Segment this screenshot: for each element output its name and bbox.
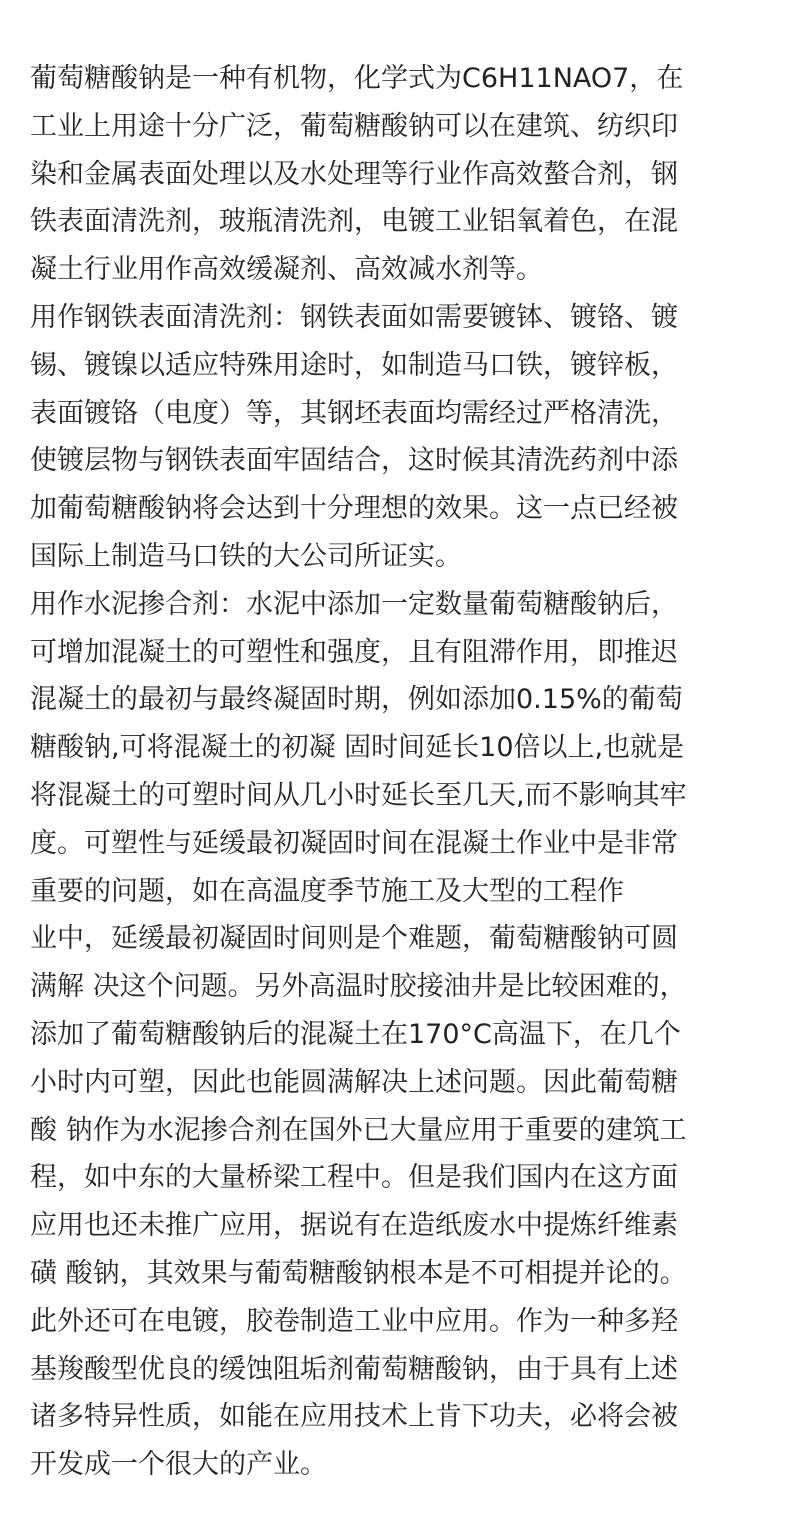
text-line: 使镀层物与钢铁表面牢固结合，这时候其清洗药剂中添 — [30, 445, 678, 477]
text-line: 葡萄糖酸钠是一种有机物，化学式为C6H11NAO7，在 — [30, 63, 684, 94]
text-line: 加葡萄糖酸钠将会达到十分理想的效果。这一点已经被 — [30, 493, 678, 525]
text-line: 工业上用途十分广泛，葡萄糖酸钠可以在建筑、纺织印 — [30, 110, 678, 142]
text-line: 基羧酸型优良的缓蚀阻垢剂葡萄糖酸钠，由于具有上述 — [30, 1353, 678, 1385]
text-line: 业中，延缓最初凝固时间则是个难题，葡萄糖酸钠可圆 — [30, 923, 678, 955]
text-line: 磺 酸钠，其效果与葡萄糖酸钠根本是不可相提并论的。 — [30, 1257, 687, 1289]
text-line: 可增加混凝土的可塑性和强度，且有阻滞作用，即推迟 — [30, 636, 678, 668]
text-line: 染和金属表面处理以及水处理等行业作高效螯合剂，钢 — [30, 158, 678, 190]
text-line: 用作钢铁表面清洗剂：钢铁表面如需要镀钵、镀铬、镀 — [30, 301, 678, 333]
text-line: 用作水泥掺合剂：水泥中添加一定数量葡萄糖酸钠后， — [30, 588, 678, 620]
text-line: 混凝土的最初与最终凝固时期，例如添加0.15%的葡萄 — [30, 684, 683, 716]
text-line: 添加了葡萄糖酸钠后的混凝土在170°C高温下，在几个 — [30, 1018, 681, 1050]
text-line: 开发成一个很大的产业。 — [30, 1449, 327, 1481]
text-line: 诸多特异性质，如能在应用技术上肯下功夫，必将会被 — [30, 1401, 678, 1433]
text-line: 此外还可在电镀，胶卷制造工业中应用。作为一种多羟 — [30, 1305, 678, 1337]
text-line: 应用也还未推广应用，据说有在造纸废水中提炼纤维素 — [30, 1210, 678, 1242]
text-line: 凝土行业用作高效缓凝剂、高效减水剂等。 — [30, 254, 543, 286]
text-line: 小时内可塑，因此也能圆满解决上述问题。因此葡萄糖 — [30, 1066, 678, 1098]
text-line: 锡、镀镍以适应特殊用途时，如制造马口铁，镀锌板， — [30, 349, 678, 381]
text-line: 重要的问题，如在高温度季节施工及大型的工程作 — [30, 875, 624, 907]
text-line: 度。可塑性与延缓最初凝固时间在混凝土作业中是非常 — [30, 827, 678, 859]
text-line: 将混凝土的可塑时间从几小时延长至几天,而不影响其牢 — [30, 779, 687, 811]
text-line: 酸 钠作为水泥掺合剂在国外已大量应用于重要的建筑工 — [30, 1114, 687, 1146]
text-line: 国际上制造马口铁的大公司所证实。 — [30, 540, 462, 572]
text-line: 程，如中东的大量桥梁工程中。但是我们国内在这方面 — [30, 1162, 678, 1194]
article-body — [30, 55, 765, 1489]
text-line: 糖酸钠,可将混凝土的初凝 固时间延长10倍以上,也就是 — [30, 732, 685, 764]
text-line: 铁表面清洗剂，玻瓶清洗剂，电镀工业铝氧着色，在混 — [30, 206, 678, 238]
text-line: 表面镀铬（电度）等，其钢坯表面均需经过严格清洗， — [30, 397, 678, 429]
text-line: 满解 决这个问题。另外高温时胶接油井是比较困难的， — [30, 971, 687, 1003]
